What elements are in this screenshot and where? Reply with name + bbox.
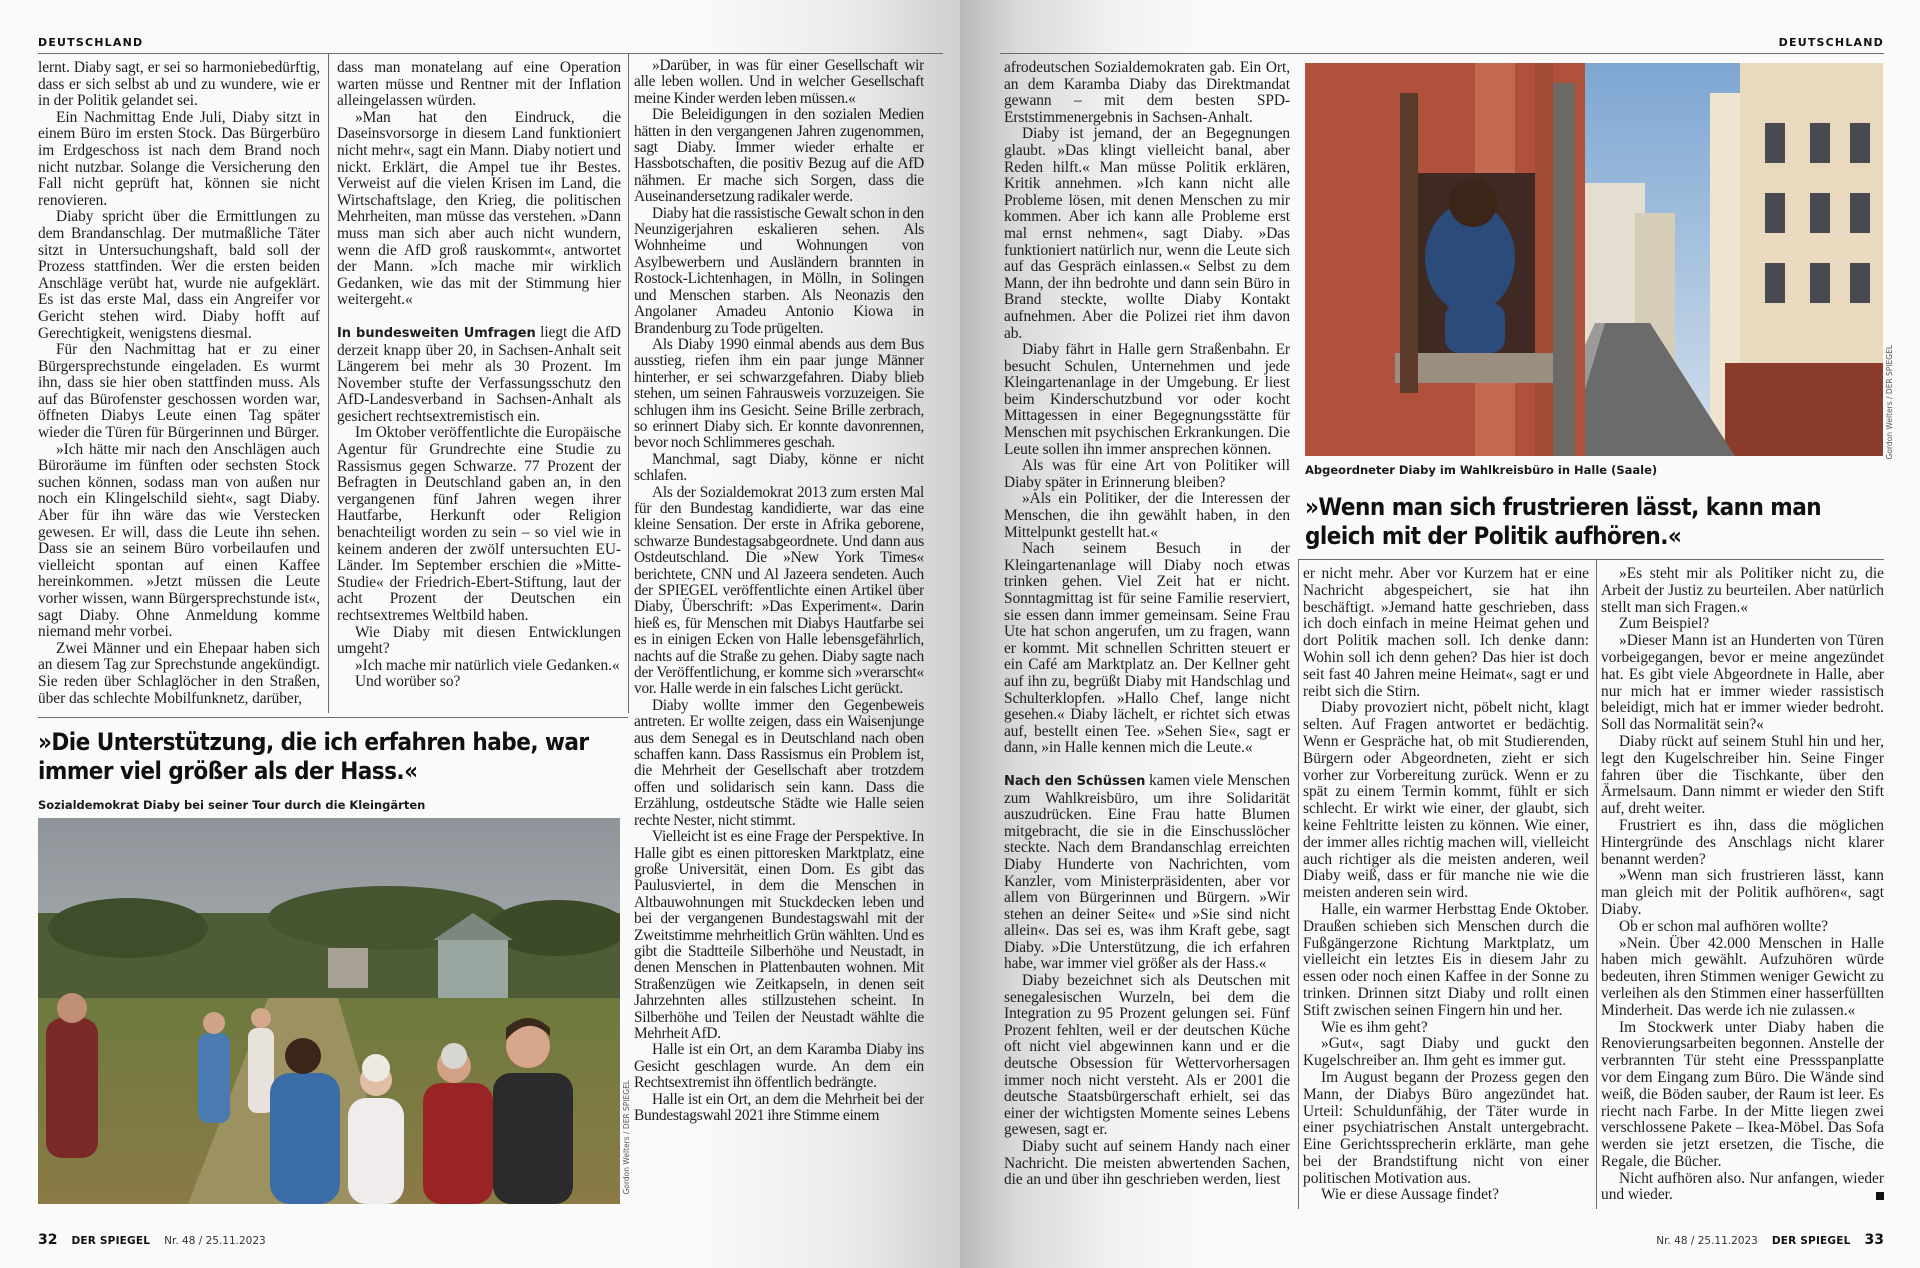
column-divider [1596, 559, 1597, 1209]
paragraph: »Dieser Mann ist an Hunderten von Türen vorbeigegangen, bevor er meine angezündet hat. Es gibt viele Abgeordnete in Halle, aber nur mich hat er immer wieder rassistisch beleidigt, mich hat er immer wieder bedroht. Soll das Normalität sein?« [1601, 632, 1884, 734]
magazine-brand: DER SPIEGEL [71, 1235, 151, 1247]
paragraph: Frustriert es ihn, dass die möglichen Hintergründe des Anschlags nicht klarer benannt werden? [1601, 816, 1884, 868]
paragraph: Diaby spricht über die Ermittlungen zu dem Brandanschlag. Der mutmaßliche Täter sitzt in Untersuchungshaft, bald soll der Prozess stattfinden. Wer die ersten beiden Anschläge verübt hat, wurde nie aufgeklärt. Es ist das erste Mal, dass ein Angreifer vor Gericht stehen wird. Diaby hofft auf Gerechtigkeit, wenigstens diesmal. [38, 208, 320, 342]
pullquote-rule [1298, 559, 1884, 560]
page-number: 32 [38, 1232, 58, 1248]
paragraph: Diaby wollte immer den Gegenbeweis antreten. Er wollte zeigen, dass ein Waisenjunge aus dem Senegal es in Deutschland nach oben schaffen kann. Dass Rassismus ein Problem ist, die Mehrheit der Gesellschaft aber trotzdem offen und solidarisch sein kann. Dass die Erzählung, ostdeutsche Städte wie Halle seien rechte Nester, nicht stimmt. [634, 696, 924, 829]
paragraph: Ein Nachmittag Ende Juli, Diaby sitzt in einem Büro im ersten Stock. Das Bürgerbüro im Erdgeschoss ist nach dem Brand noch nicht nutzbar. Solange die Versicherung den Fall nicht geprüft hat, können sie nicht renovieren. [38, 108, 320, 209]
paragraph: »Gut«, sagt Diaby und guckt den Kugelschreiber an. Ihm geht es immer gut. [1303, 1035, 1589, 1070]
article-column-1 [1004, 60, 1290, 1226]
pullquote-rule [38, 717, 628, 718]
header-rule [38, 53, 943, 54]
magazine-brand: DER SPIEGEL [1771, 1235, 1851, 1247]
lead-in: In bundesweiten Umfragen [337, 325, 536, 341]
paragraph: »Darüber, in was für einer Gesellschaft wir alle leben wollen. Und in welcher Gesellschaft meine Kinder werden leben müssen.« [634, 58, 924, 107]
article-column-2 [337, 60, 621, 712]
paragraph: Diaby hat die rassistische Gewalt schon in den Neunzigerjahren eskalieren sehen. Als Wohnheime und Wohnungen von Asylbewerbern und Ausländern brannten in Rostock-Lichtenhagen, in Mölln, in Solingen und Menschen starben. Als Neonazis den Angolaner Amadeu Antonio Kiowa in Brandenburg zu Tode prügelten. [634, 204, 924, 337]
section-label: DEUTSCHLAND [1778, 36, 1884, 49]
column-divider [628, 53, 629, 713]
paragraph: Diaby rückt auf seinem Stuhl hin und her, legt den Kugelschreiber hin. Seine Finger fahren über die Tischkante, über den Ärmelsaum. Dann nimmt er wieder den Stift auf, dreht weiter. [1601, 732, 1884, 818]
paragraph: Die Beleidigungen in den sozialen Medien hätten in den vergangenen Jahren zugenommen, sagt Diaby. Immer wieder erhalte er Hassbotschaften, die positiv Bezug auf die AfD nähmen. Er mache sich Sorgen, dass die Auseinandersetzung radikaler werde. [634, 106, 924, 206]
photo-credit: Gordon Welters / DER SPIEGEL [622, 1080, 631, 1195]
paragraph: dass man monatelang auf eine Operation warten müsse und Rentner mit der Inflation alleingelassen würden. [337, 60, 621, 110]
paragraph: Diaby provoziert nicht, pöbelt nicht, klagt selten. Auf Fragen antwortet er bedächtig. Wenn er Gespräche hat, ob mit Studierenden, Bürgern oder Abgeordneten, zieht er sich vorher zur Vorbereitung zurück. Wenn er zu spät zu einem Termin kommt, fühlt er sich schlecht. Er wirkt wie einer, der glaubt, sich keine Fehltritte leisten zu können. Wie einer, der immer alles richtig machen will, vielleicht auch richtiger als die meisten anderen, weil Diaby weiß, dass er für manche nie wie die meisten anderen sein wird. [1303, 699, 1589, 902]
paragraph: Wie es ihm geht? [1321, 1018, 1428, 1036]
page-number: 33 [1864, 1232, 1884, 1248]
paragraph: Als Diaby 1990 einmal abends aus dem Bus ausstieg, riefen ihm ein paar junge Männer hinterher, er sei schwarzgefahren. Diaby blieb stehen, um seinen Fahrausweis vorzuzeigen. Sie schlugen ihm ins Gesicht. Seine Brille zerbrach, so erinnert Diaby sich. Er konnte davonrennen, bevor noch Schlimmeres geschah. [634, 335, 924, 452]
garden-photo [38, 818, 620, 1204]
pull-quote: »Wenn man sich frustrieren lässt, kann man gleich mit der Politik aufhören.« [1305, 493, 1822, 550]
article-column-3 [1601, 566, 1884, 1226]
paragraph: Vielleicht ist es eine Frage der Perspektive. In Halle gibt es einen pittoresken Marktplatz, eine große Universität, einen Dom. Es gibt das Paulusviertel, in dem die Menschen in Altbauwohnungen mit Stuckdecken leben und bei der vergangenen Bundestagswahl mit der Zweitstimme mehrheitlich Grün wählten. Und es gibt die Stadtteile Silberhöhe und Neustadt, in denen Menschen in Plattenbauten wohnen. Mit Straßenzügen wie Zeitkapseln, in denen seit Jahrzehnten alles stillzustehen scheint. In Silberhöhe und Teilen der Neustadt wählte die Mehrheit AfD. [634, 828, 924, 1042]
paragraph-lead: Nach den Schüssen kamen viele Menschen zum Wahlkreisbüro, um ihre Solidarität auszudrücken. Eine Frau hatte Blumen mitgebracht, die sie in die Einschusslöcher steckte. Nach dem Brandanschlag erreichten Diaby Hunderte von Nachrichten, vom Kanzler, vom Ministerpräsidenten, aber vor allem von Bürgerinnen und Bürgern. »Wir stehen an deiner Seite« und »Sie sind nicht allein«. Das sei es, was ihm Kraft gebe, sagt Diaby. »Die Unterstützung, die ich erfahren habe, war immer viel größer als der Hass.« [1004, 771, 1290, 973]
paragraph: Halle, ein warmer Herbsttag Ende Oktober. Draußen schieben sich Menschen durch die Fußgängerzone Richtung Marktplatz, um vielleicht ein letztes Eis in diesem Jahr zu essen oder noch einen Kaffee in der Sonne zu trinken. Drinnen sitzt Diaby und rollt einen Stift zwischen seinen Fingern hin und her. [1303, 900, 1589, 1019]
article-column-2 [1303, 566, 1589, 1226]
paragraph: Zum Beispiel? [1619, 615, 1710, 633]
paragraph: Manchmal, sagt Diaby, könne er nicht schlafen. [634, 450, 924, 485]
paragraph: Diaby bezeichnet sich als Deutschen mit senegalesischen Wurzeln, bei dem die Integration zu 95 Prozent gelungen sei. Fünf Prozent fehlten, weil er der deutschen Küche oft nicht viel abgewinnen kann und er die deutsche Obsession für Wettervorhersagen immer noch nicht versteht. Als er 2001 die deutsche Staatsbürgerschaft erhielt, sei das einer der wichtigsten Momente seines Lebens gewesen, sagt er. [1004, 972, 1290, 1139]
issue-info: Nr. 48 / 25.11.2023 [164, 1235, 266, 1247]
paragraph: Halle ist ein Ort, an dem Karamba Diaby ins Gesicht geschlagen wurde. An dem ein Rechtsextremist ihn öffentlich bedrängte. [634, 1041, 924, 1092]
paragraph: Als was für eine Art von Politiker will Diaby später in Erinnerung bleiben? [1004, 457, 1290, 491]
paragraph: »Ich hätte mir nach den Anschlägen auch Büroräume im fünften oder sechsten Stock suchen können, sodass man von außen nur noch ein Klingelschild sieht«, sagt Diaby. Aber für ihn wäre das wie Verstecken gewesen. Er will, dass die Leute ihn sehen. Dass sie an seinem Büro vorbeilaufen und vielleicht spontan auf einen Kaffee hereinkommen. »Jetzt müssen die Leute vorher wissen, wann Bürgersprechstunde ist«, sagt Diaby. Ohne Anmeldung komme niemand mehr vorbei. [38, 440, 320, 641]
header-rule [1000, 53, 1884, 54]
page-footer [38, 1232, 266, 1248]
photo-caption: Sozialdemokrat Diaby bei seiner Tour durch die Kleingärten [38, 798, 426, 812]
right-page [960, 0, 1920, 1268]
paragraph: Ob er schon mal aufhören wollte? [1619, 917, 1828, 935]
section-label: DEUTSCHLAND [38, 36, 144, 49]
column-divider [1298, 559, 1299, 1209]
paragraph: Im August begann der Prozess gegen den Mann, der Diabys Büro angezündet hat. Urteil: Schuldunfähig, der Täter wurde in einer psychiatrischen Anstalt untergebracht. Eine Gerichtssprecherin erklärte, man gehe bei der Brandstiftung nicht von einer politischen Motivation aus. [1303, 1068, 1589, 1187]
page-footer [1656, 1232, 1884, 1248]
paragraph: Diaby sucht auf seinem Handy nach einer Nachricht. Die meisten abwertenden Sachen, die an und über ihn geschrieben werden, liest [1004, 1138, 1290, 1189]
paragraph: Zwei Männer und ein Ehepaar haben sich an diesem Tag zur Sprechstunde angekündigt. Sie reden über Schlaglöcher in den Straßen, über das schlechte Mobilfunknetz, darüber, [38, 639, 320, 707]
paragraph: Als der Sozialdemokrat 2013 zum ersten Mal für den Bundestag kandidierte, war das eine kleine Sensation. Der erste in Afrika geborene, schwarze Bundestagsabgeordnete. Und dann aus Ostdeutschland. Die »New York Times« berichtete, CNN und Al Jazeera sendeten. Auch der SPIEGEL veröffentlichte einen Artikel über Diaby, Überschrift: »Das Experiment«. Darin hieß es, für Menschen mit Diabys Hautfarbe sei es in einigen Ecken von Halle lebensgefährlich, nachts auf die Straße zu gehen. Diaby sagte nach der Veröffentlichung, er komme sich »verarscht« vor. Halle werde in ein falsches Licht gerückt. [634, 483, 924, 698]
paragraph: Diaby ist jemand, der an Begegnungen glaubt. »Das klingt vielleicht banal, aber Reden hilft.« Man müsse Politik erklären, Kritik annehmen. »Ich kann nicht alle Probleme lösen, mit denen Menschen zu mir kommen. Aber ich kann alle Probleme erst mal ernst nehmen«, sagt Diaby. »Das funktioniert natürlich nur, wenn die Leute sich auf das Gespräch einlassen.« Selbst zu dem Mann, der ihn bedrohte und dann sein Büro in Brand steckte, wollte Diaby Kontakt aufnehmen. Aber die Polizei riet ihm davon ab. [1004, 125, 1290, 342]
column-divider [328, 53, 329, 713]
paragraph-last: Nicht aufhören also. Nur anfangen, wieder und wieder. [1601, 1169, 1884, 1204]
paragraph: »Nein. Über 42.000 Menschen in Halle haben mich gewählt. Aufzuhören würde bedeuten, ihren Stimmen weniger Gewicht zu verleihen als den Stimmen einer hasserfüllten Minderheit. Das werde ich nie zulassen.« [1601, 934, 1884, 1019]
article-column-1 [38, 60, 320, 712]
photo-caption: Abgeordneter Diaby im Wahlkreisbüro in Halle (Saale) [1305, 463, 1658, 477]
issue-info: Nr. 48 / 25.11.2023 [1656, 1235, 1758, 1247]
paragraph: lernt. Diaby sagt, er sei so harmoniebedürftig, dass er sich selbst ab und zu wundere, wie er in der Politik gelandet sei. [38, 60, 320, 110]
pull-quote: »Die Unterstützung, die ich erfahren habe, war immer viel größer als der Hass.« [38, 728, 589, 785]
paragraph: er nicht mehr. Aber vor Kurzem hat er eine Nachricht abgespeichert, sie hat ihn beschäftigt. »Jemand hatte geschrieben, dass ich doch einfach in meine Heimat gehen und dort Politik machen soll. Ich denke dann: Wohin soll ich denn gehen? Das hier ist doch seit fast 40 Jahren meine Heimat«, sagt er und reibt sich die Stirn. [1303, 566, 1589, 700]
paragraph: afrodeutschen Sozialdemokraten gab. Ein Ort, an dem Karamba Diaby das Direktmandat gewann – mit dem besten SPD-Erststimmenergebnis in Sachsen-Anhalt. [1004, 60, 1290, 126]
paragraph: Im Stockwerk unter Diaby haben die Renovierungsarbeiten begonnen. Anstelle der verbrannten Tür steht eine Pressspanplatte vor dem Eingang zum Büro. Die Wände sind weiß, die Böden sauber, der Raum ist leer. Es riecht nach Farbe. In der Mitte liegen zwei verschlossene Pakete – Ikea-Möbel. Das Sofa werden sie jetzt ersetzen, die Tische, die Regale, die Bücher. [1601, 1018, 1884, 1170]
paragraph: »Wenn man sich frustrieren lässt, kann man gleich mit der Politik aufhören«, sagt Diaby. [1601, 867, 1884, 918]
paragraph: »Man hat den Eindruck, die Daseinsvorsorge in diesem Land funktioniert nicht mehr«, sagt ein Mann. Diaby notiert und nickt. Erklärt, die Ampel tue ihr Bestes. Verweist auf die vielen Krisen im Land, die Wirtschaftslage, den Krieg, die politischen Mehrheiten, man müsse das verstehen. »Dann muss man sich aber auch nicht wundern, wenn die AfD groß rauskommt«, antwortet der Mann. »Ich mache mir wirklich Gedanken, wie das mit der Stimmung hier weitergeht.« [337, 108, 621, 309]
paragraph: »Ich mache mir natürlich viele Gedanken.« [355, 656, 620, 674]
article-column-3 [634, 58, 924, 1224]
paragraph-lead: In bundesweiten Umfragen liegt die AfD derzeit knapp über 20, in Sachsen-Anhalt seit Längerem bei mehr als 30 Prozent. Im November stufte der Verfassungsschutz den AfD-Landesverband in Sachsen-Anhalt als gesichert rechtsextremistisch ein. [337, 323, 621, 425]
paragraph: Halle ist ein Ort, an dem die Mehrheit bei der Bundestagswahl 2021 ihre Stimme einem [634, 1090, 924, 1124]
paragraph: Für den Nachmittag hat er zu einer Bürgersprechstunde eingeladen. Es wurmt ihn, dass sie hier oben stattfinden muss. Als auf das Bürofenster geschossen worden war, öffneten Diabys Leute einen Tag später wieder die Türen für Bürgerinnen und Bürger. [38, 341, 320, 442]
street-photo [1305, 63, 1883, 456]
paragraph: Diaby fährt in Halle gern Straßenbahn. Er besucht Schulen, Unternehmen und jede Kleingartenanlage in der Umgebung. Er liest beim Kinderschutzbund vor oder kocht Mittagessen in einer Begegnungsstätte für Menschen mit psychischen Erkrankungen. Die Leute sollen ihn immer ansprechen können. [1004, 341, 1290, 458]
paragraph: Und worüber so? [355, 673, 461, 691]
lead-in: Nach den Schüssen [1004, 773, 1146, 789]
photo-credit: Gordon Welters / DER SPIEGEL [1885, 345, 1894, 460]
paragraph: Wie er diese Aussage findet? [1321, 1186, 1500, 1204]
paragraph: Im Oktober veröffentlichte die Europäische Agentur für Grundrechte eine Studie zu Rassismus gegen Schwarze. 77 Prozent der Befragten in Deutschland gaben an, in den vergangenen fünf Jahren wegen ihrer Hautfarbe, Herkunft oder Religion benachteiligt worden zu sein – so viel wie in keinem anderen der zwölf untersuchten EU-Länder. Im September erschien die »Mitte-Studie« der Friedrich-Ebert-Stiftung, laut der acht Prozent der Deutschen ein rechtsextremes Weltbild haben. [337, 424, 621, 624]
paragraph: Wie Diaby mit diesen Entwicklungen umgeht? [337, 623, 621, 658]
paragraph: »Als ein Politiker, der die Interessen der Menschen, die ihn gewählt haben, in den Mittelpunkt gestellt hat.« [1004, 490, 1290, 541]
paragraph: Nach seinem Besuch in der Kleingartenanlage will Diaby noch etwas trinken gehen. Viel Zeit hat er nicht. Sonntagmittag ist für seine Familie reserviert, sie essen dann immer gemeinsam. Seine Frau Ute hat schon angerufen, um zu fragen, wann er kommt. Mit schnellen Schritten steuert er ein Café am Marktplatz an. Der Kellner geht auf ihn zu, begrüßt Diaby mit Handschlag und Schulterklopfen. »Hallo Chef, lange nicht gesehen.« Diaby lächelt, er richtet sich etwas auf, bestellt einen Tee. »Sehen Sie«, sagt er dann, »in Halle kennen mich die Leute.« [1004, 540, 1290, 757]
paragraph: »Es steht mir als Politiker nicht zu, die Arbeit der Justiz zu beurteilen. Aber natürlich stellt man sich Fragen.« [1601, 566, 1884, 616]
end-mark-icon [1876, 1192, 1884, 1200]
